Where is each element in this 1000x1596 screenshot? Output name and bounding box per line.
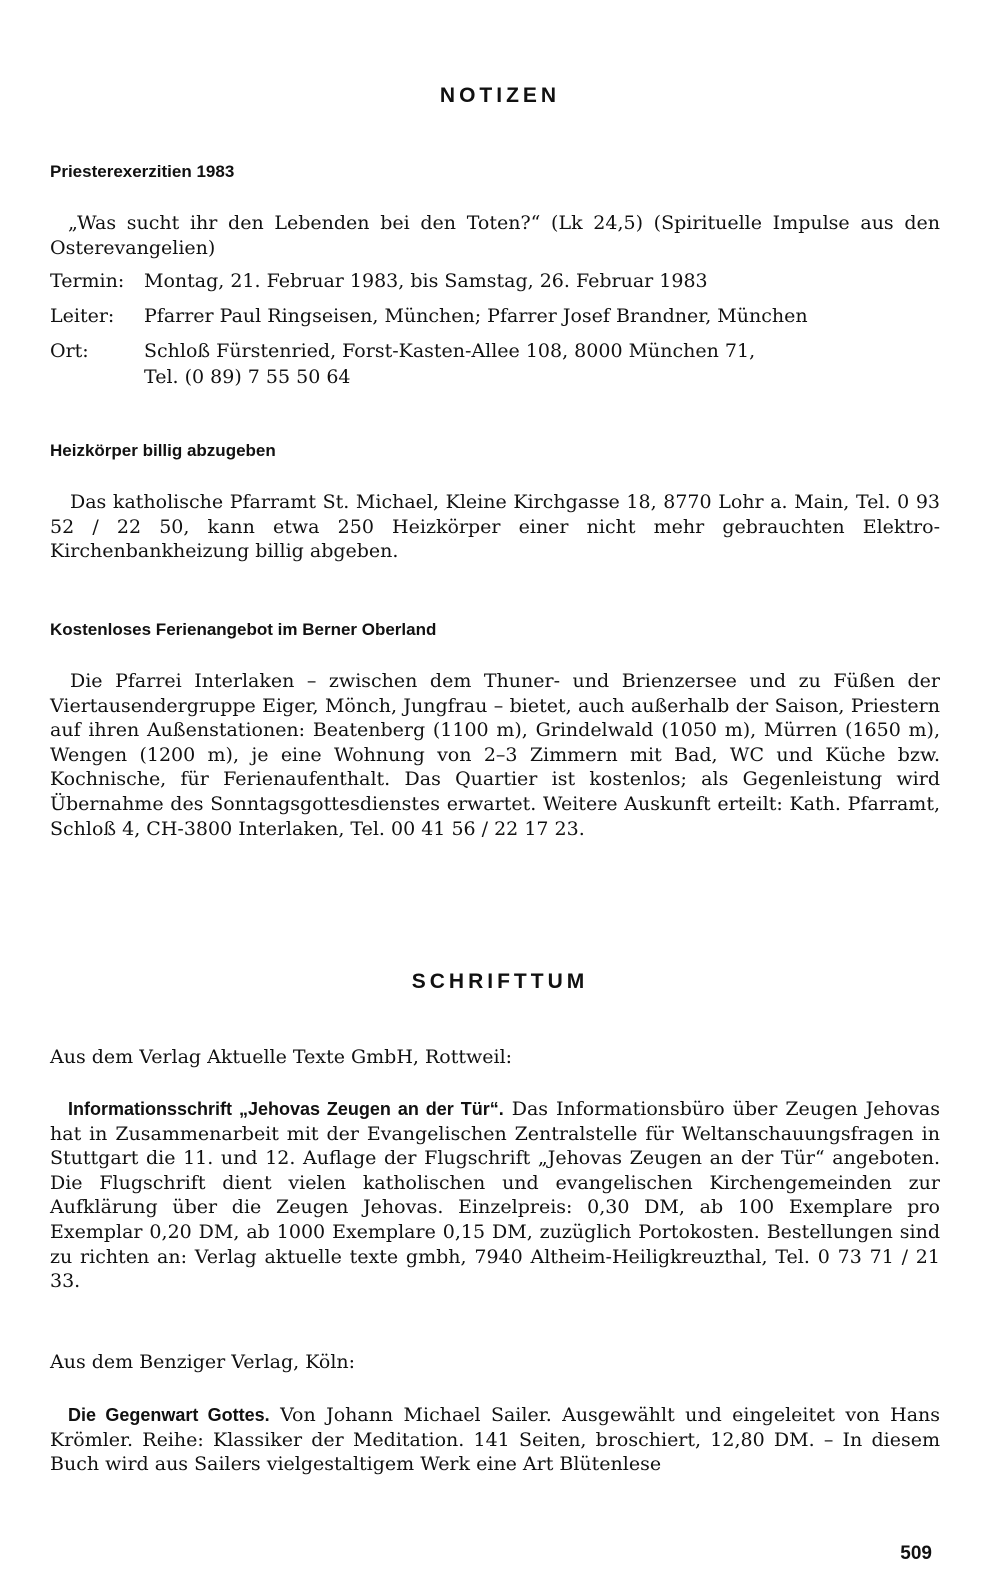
leiter-value: Pfarrer Paul Ringseisen, München; Pfarrer Josef Brandner, München xyxy=(144,305,808,327)
termin-row xyxy=(50,268,950,294)
section-heading-notizen: NOTIZEN xyxy=(439,84,561,107)
review-informationsschrift xyxy=(50,1097,940,1294)
leiter-label: Leiter: xyxy=(50,305,115,327)
section-heading-schrifttum: SCHRIFTTUM xyxy=(411,970,589,993)
review-title-informationsschrift: Informationsschrift „Jehovas Zeugen an der Tür“. xyxy=(68,1099,504,1119)
review-gegenwart-gottes xyxy=(50,1403,940,1477)
review-body-informationsschrift: Das Informationsbüro über Zeugen Jehovas hat in Zusammenarbeit mit der Evangelischen Zentralstelle für Weltanschauungsfragen in Stuttgart die 11. und 12. Auflage der Flugschrift „Jehovas Zeugen an der Tür“ angeboten. Die Flugschrift dient vielen katholischen und evangelischen Kirchengemeinden zur Aufklärung über die Zeugen Jehovas. Einzelpreis: 0,30 DM, ab 100 Exemplare pro Exemplar 0,20 DM, ab 1000 Exemplare 0,15 DM, zuzüglich Portokosten. Bestellungen sind zu richten an: Verlag aktuelle texte gmbh, 7940 Altheim-Heiligkreuzthal, Tel. 0 73 71 / 21 33. xyxy=(50,1098,941,1293)
termin-label: Termin: xyxy=(50,270,125,292)
ort-row xyxy=(50,338,950,390)
subheading-heizkoerper: Heizkörper billig abzugeben xyxy=(50,441,276,460)
review-body-gegenwart-gottes: Von Johann Michael Sailer. Ausgewählt und eingeleitet von Hans Krömler. Reihe: Klassiker der Meditation. 141 Seiten, broschiert, 12,80 DM. – In diesem Buch wird aus Sailers vielgestaltigem Werk eine Art Blütenlese xyxy=(50,1404,941,1476)
termin-value: Montag, 21. Februar 1983, bis Samstag, 26. Februar 1983 xyxy=(144,270,708,292)
review-title-gegenwart-gottes: Die Gegenwart Gottes. xyxy=(68,1405,270,1425)
ort-label: Ort: xyxy=(50,340,89,362)
subheading-priesterexerzitien: Priesterexerzitien 1983 xyxy=(50,162,235,181)
ort-telephone: Tel. (0 89) 7 55 50 64 xyxy=(144,366,351,388)
ort-value: Schloß Fürstenried, Forst-Kasten-Allee 108, 8000 München 71, xyxy=(144,340,756,362)
leiter-row xyxy=(50,303,950,329)
subheading-ferienangebot: Kostenloses Ferienangebot im Berner Oberland xyxy=(50,620,437,639)
verlag-aktuelle-texte: Aus dem Verlag Aktuelle Texte GmbH, Rottweil: xyxy=(50,1046,513,1068)
ferienangebot-text: Die Pfarrei Interlaken – zwischen dem Thuner- und Brienzersee und zu Füßen der Viertausendergruppe Eiger, Mönch, Jungfrau – bietet, auch außerhalb der Saison, Priestern auf ihren Außenstationen: Beatenberg (1100 m), Grindelwald (1050 m), Mürren (1650 m), Wengen (1200 m), je eine Wohnung von 2–3 Zimmern mit Bad, WC und Küche bzw. Kochnische, für Ferienaufenthalt. Das Quartier ist kostenlos; als Gegenleistung wird Übernahme des Sonntagsgottesdienstes erwartet. Weitere Auskunft erteilt: Kath. Pfarramt, Schloß 4, CH-3800 Interlaken, Tel. 00 41 56 / 22 17 23. xyxy=(50,670,940,840)
exerzitien-intro: „Was sucht ihr den Lebenden bei den Toten?“ (Lk 24,5) (Spirituelle Impulse aus den Osterevangelien) xyxy=(50,212,940,259)
heizkoerper-text: Das katholische Pfarramt St. Michael, Kleine Kirchgasse 18, 8770 Lohr a. Main, Tel. 0 93 52 / 22 50, kann etwa 250 Heizkörper einer nicht mehr gebrauchten Elektro-Kirchenbankheizung billig abgeben. xyxy=(50,491,940,563)
verlag-benziger: Aus dem Benziger Verlag, Köln: xyxy=(50,1351,356,1373)
page-number: 509 xyxy=(900,1543,932,1564)
